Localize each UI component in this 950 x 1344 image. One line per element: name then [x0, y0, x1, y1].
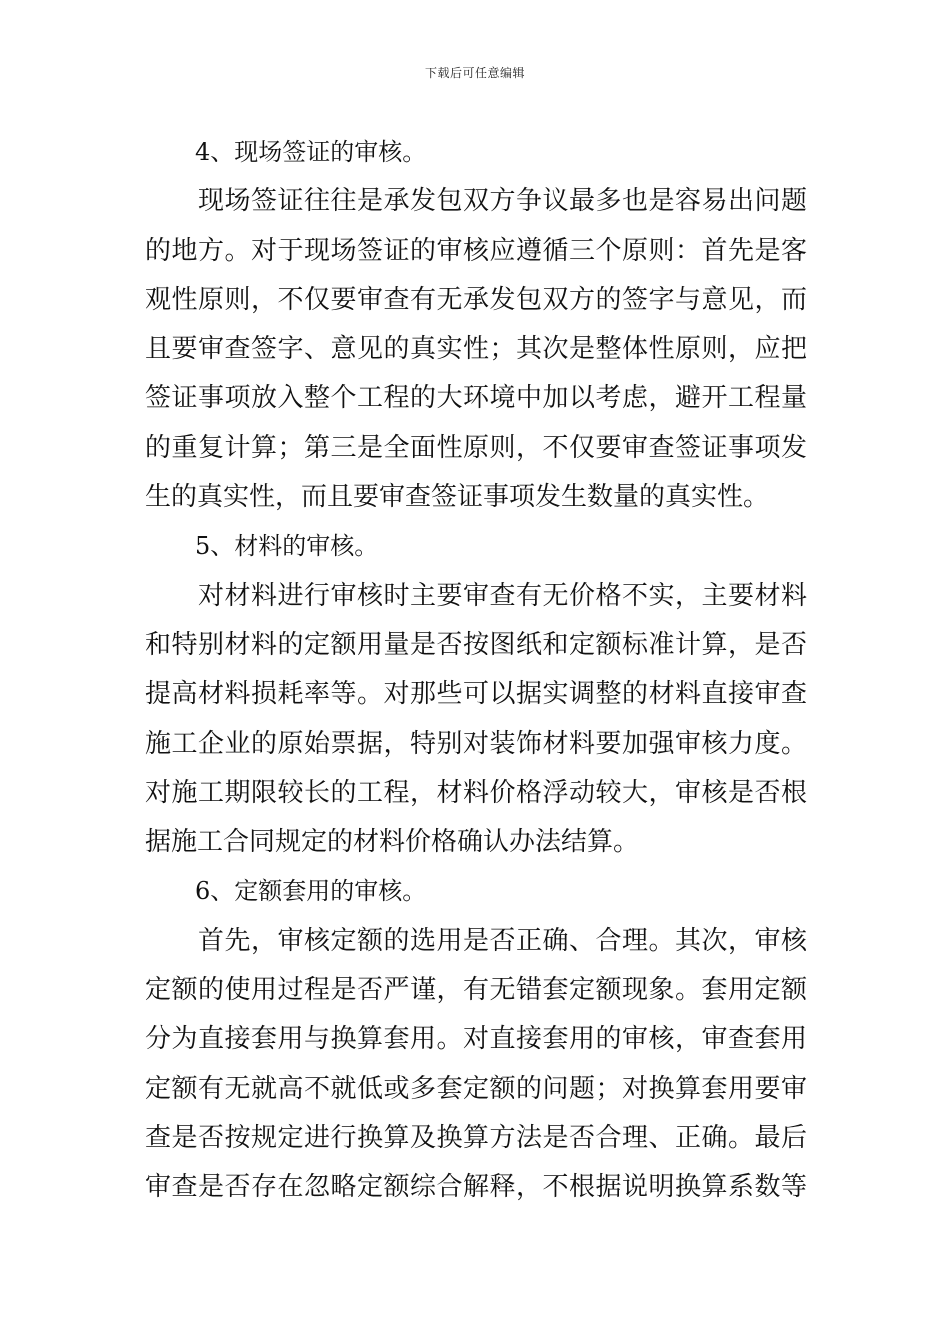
section-heading-6: 6、定额套用的审核。 — [195, 877, 427, 906]
paragraph-line: 和特别材料的定额用量是否按图纸和定额标准计算，是否 — [145, 629, 807, 660]
paragraph-line: 据施工合同规定的材料价格确认办法结算。 — [145, 827, 640, 858]
paragraph-line: 的重复计算；第三是全面性原则，不仅要审查签证事项发 — [145, 432, 807, 463]
paragraph-line: 观性原则，不仅要审查有无承发包双方的签字与意见，而 — [145, 284, 807, 315]
document-body — [145, 128, 807, 1213]
paragraph-line: 查是否按规定进行换算及换算方法是否合理、正确。最后 — [145, 1122, 807, 1153]
paragraph-site-visa — [145, 177, 807, 522]
paragraph-line: 提高材料损耗率等。对那些可以据实调整的材料直接审查 — [145, 679, 807, 710]
paragraph-line: 现场签证往往是承发包双方争议最多也是容易出问题 — [145, 186, 807, 217]
paragraph-quota — [145, 917, 807, 1213]
paragraph-line: 生的真实性，而且要审查签证事项发生数量的真实性。 — [145, 482, 770, 513]
paragraph-line: 的地方。对于现场签证的审核应遵循三个原则：首先是客 — [145, 235, 807, 266]
paragraph-line: 签证事项放入整个工程的大环境中加以考虑，避开工程量 — [145, 383, 807, 414]
paragraph-line: 分为直接套用与换算套用。对直接套用的审核，审查套用 — [145, 1024, 807, 1055]
paragraph-line: 对材料进行审核时主要审查有无价格不实，主要材料 — [145, 580, 807, 611]
paragraph-line: 对施工期限较长的工程，材料价格浮动较大，审核是否根 — [145, 777, 807, 808]
paragraph-line: 且要审查签字、意见的真实性；其次是整体性原则，应把 — [145, 334, 807, 365]
header-note: 下载后可任意编辑 — [424, 66, 525, 80]
paragraph-materials — [145, 572, 807, 868]
section-heading-5: 5、材料的审核。 — [195, 532, 379, 561]
paragraph-line: 施工企业的原始票据，特别对装饰材料要加强审核力度。 — [145, 728, 807, 759]
section-heading-4: 4、现场签证的审核。 — [195, 138, 427, 166]
paragraph-line: 定额的使用过程是否严谨，有无错套定额现象。套用定额 — [145, 975, 807, 1006]
paragraph-line: 审查是否存在忽略定额综合解释，不根据说明换算系数等 — [145, 1172, 807, 1203]
paragraph-line: 首先，审核定额的选用是否正确、合理。其次，审核 — [145, 925, 807, 956]
paragraph-line: 定额有无就高不就低或多套定额的问题；对换算套用要审 — [145, 1073, 807, 1104]
